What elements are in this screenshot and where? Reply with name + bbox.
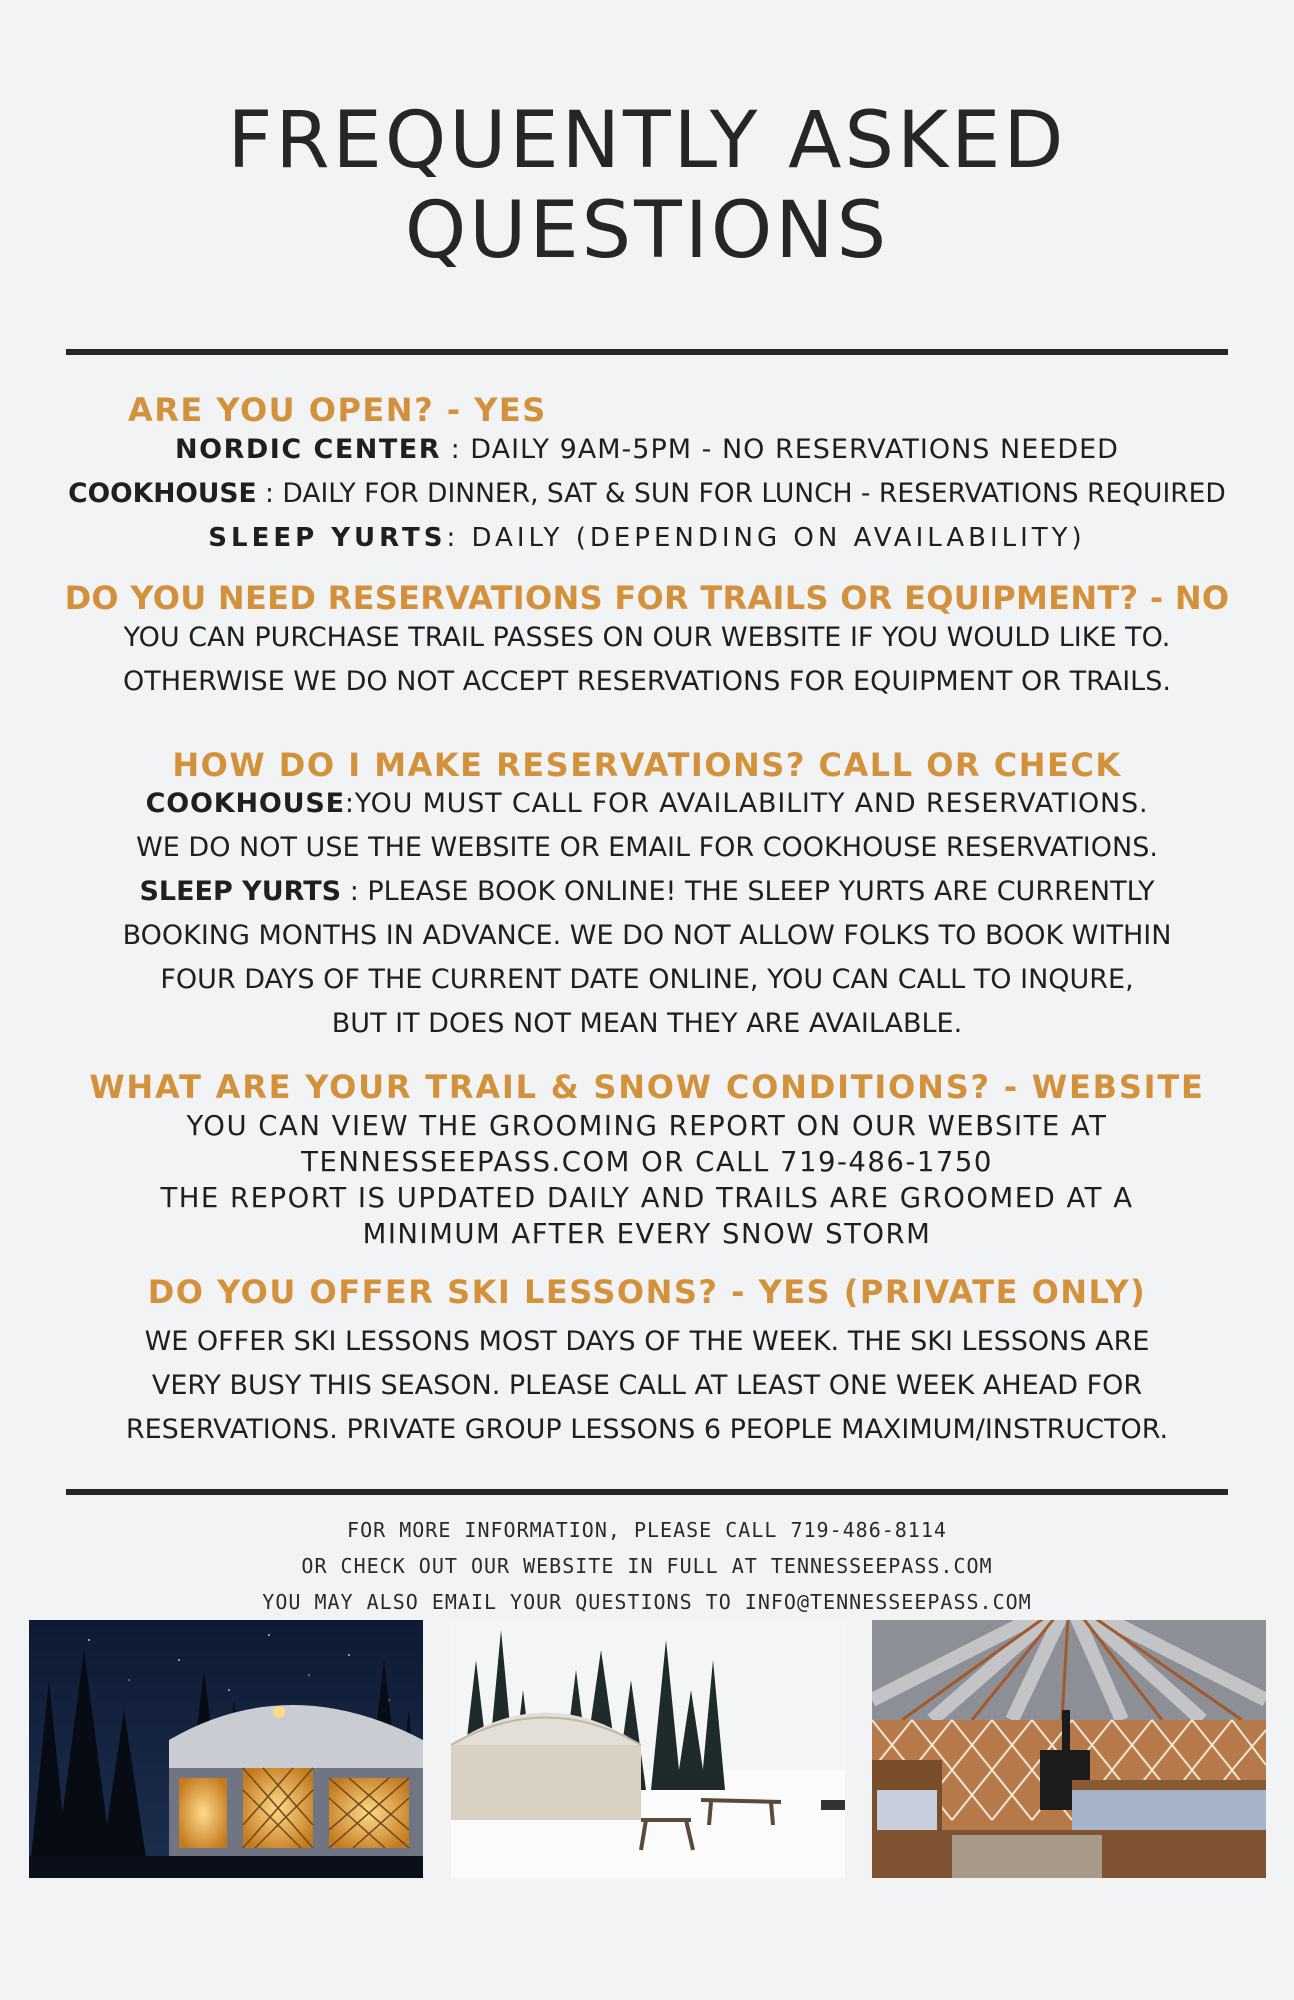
answer-lessons-line-2: VERY BUSY THIS SEASON. PLEASE CALL AT LEAST ONE WEEK AHEAD FOR — [151, 1370, 1143, 1401]
yurt-in-snow-photo — [451, 1620, 845, 1878]
footer-phone: FOR MORE INFORMATION, PLEASE CALL 719-486-8114 — [347, 1518, 947, 1542]
top-divider — [66, 349, 1228, 355]
answer-lessons-line-3: RESERVATIONS. PRIVATE GROUP LESSONS 6 PEOPLE MAXIMUM/INSTRUCTOR. — [125, 1414, 1169, 1445]
cookhouse-text: : DAILY FOR DINNER, SAT & SUN FOR LUNCH - RESERVATIONS REQUIRED — [256, 478, 1226, 509]
question-make-reservations: HOW DO I MAKE RESERVATIONS? CALL OR CHECK — [172, 746, 1122, 784]
footer-contact — [0, 1512, 1294, 1620]
question-ski-lessons: DO YOU OFFER SKI LESSONS? - YES (PRIVATE ONLY) — [147, 1273, 1147, 1311]
answer-sleep-yurts-booking — [0, 870, 1294, 914]
cookhouse-label-2: COOKHOUSE — [145, 788, 345, 819]
cookhouse-call-text: :YOU MUST CALL FOR AVAILABILITY AND RESERVATIONS. — [344, 788, 1149, 819]
page-title — [0, 96, 1294, 276]
answer-lessons-line-1: WE OFFER SKI LESSONS MOST DAYS OF THE WEEK. THE SKI LESSONS ARE — [144, 1326, 1150, 1357]
answer-reservations-line-6: BUT IT DOES NOT MEAN THEY ARE AVAILABLE. — [331, 1008, 963, 1039]
sleep-yurts-text: : DAILY (DEPENDING ON AVAILABILITY) — [446, 523, 1086, 553]
nordic-center-label: NORDIC CENTER — [175, 434, 442, 465]
yurt-at-night-photo — [29, 1620, 423, 1878]
question-open: ARE YOU OPEN? - YES — [128, 391, 547, 429]
title-line-2: QUESTIONS — [404, 186, 890, 276]
answer-reservations-line-4: BOOKING MONTHS IN ADVANCE. WE DO NOT ALLOW FOLKS TO BOOK WITHIN — [122, 920, 1172, 951]
sleep-yurts-booking-text: : PLEASE BOOK ONLINE! THE SLEEP YURTS ARE CURRENTLY — [341, 876, 1155, 907]
answer-sleep-yurts — [0, 516, 1294, 560]
nordic-center-text: : DAILY 9AM-5PM - NO RESERVATIONS NEEDED — [441, 434, 1119, 465]
bottom-divider — [66, 1489, 1228, 1495]
answer-reservations-line-2: WE DO NOT USE THE WEBSITE OR EMAIL FOR COOKHOUSE RESERVATIONS. — [136, 832, 1158, 863]
answer-cookhouse-call — [0, 782, 1294, 826]
answer-reservations-line-5: FOUR DAYS OF THE CURRENT DATE ONLINE, YOU CAN CALL TO INQURE, — [160, 964, 1134, 995]
answer-conditions-line-2: TENNESSEEPASS.COM OR CALL 719-486-1750 — [301, 1146, 993, 1178]
answer-conditions-line-3: THE REPORT IS UPDATED DAILY AND TRAILS ARE GROOMED AT A — [160, 1182, 1134, 1214]
answer-cookhouse — [0, 472, 1294, 516]
answer-trails-line-1: YOU CAN PURCHASE TRAIL PASSES ON OUR WEBSITE IF YOU WOULD LIKE TO. — [123, 622, 1171, 653]
footer-email: YOU MAY ALSO EMAIL YOUR QUESTIONS TO INFO@TENNESSEEPASS.COM — [262, 1590, 1032, 1614]
question-trail-conditions: WHAT ARE YOUR TRAIL & SNOW CONDITIONS? - WEBSITE — [89, 1068, 1205, 1106]
question-reservations-trails: DO YOU NEED RESERVATIONS FOR TRAILS OR EQUIPMENT? - NO — [64, 579, 1230, 617]
yurt-interior-photo — [872, 1620, 1266, 1878]
answer-conditions-line-1: YOU CAN VIEW THE GROOMING REPORT ON OUR WEBSITE AT — [186, 1110, 1108, 1142]
answer-trails-line-2: OTHERWISE WE DO NOT ACCEPT RESERVATIONS FOR EQUIPMENT OR TRAILS. — [123, 666, 1171, 697]
footer-website: OR CHECK OUT OUR WEBSITE IN FULL AT TENNESSEEPASS.COM — [301, 1554, 993, 1578]
title-line-1: FREQUENTLY ASKED — [227, 96, 1067, 186]
answer-conditions-line-4: MINIMUM AFTER EVERY SNOW STORM — [362, 1218, 932, 1250]
cookhouse-label: COOKHOUSE — [68, 478, 257, 509]
sleep-yurts-label-2: SLEEP YURTS — [139, 876, 342, 907]
answer-nordic-center — [0, 428, 1294, 472]
sleep-yurts-label: SLEEP YURTS — [208, 523, 447, 553]
